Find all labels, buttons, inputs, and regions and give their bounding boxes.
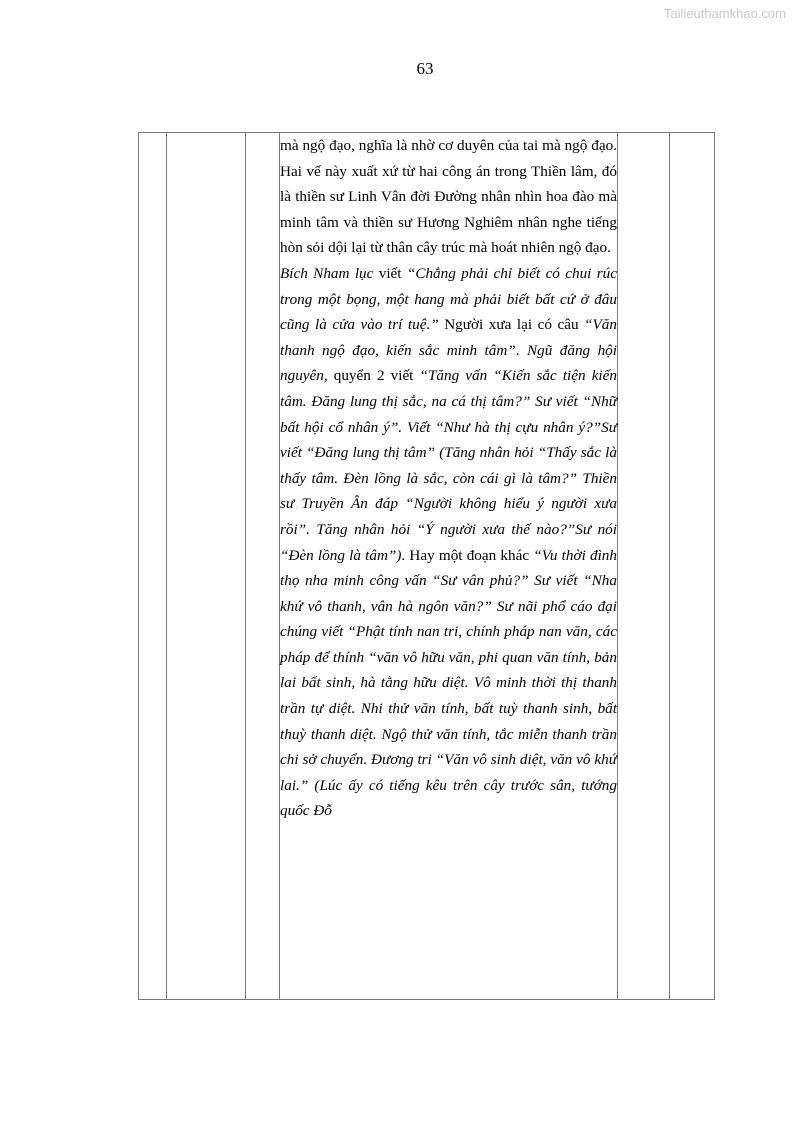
empty-cell-5 [618, 133, 670, 1000]
text-run: quyển 2 viết [327, 367, 420, 385]
text-run: . Hay một đoạn khác [401, 546, 534, 564]
content-table [138, 132, 715, 1000]
watermark: Tailieuthamkhao.com [663, 6, 786, 21]
italic-text-run: “Văn thanh ngộ đạo, kiến sắc minh tâm” [280, 316, 617, 359]
cell-text [280, 133, 617, 824]
page-number: 63 [416, 59, 434, 78]
paragraph [280, 261, 617, 824]
italic-text-run: “Tăng vấn “Kiến sắc tiện kiến tâm. Đăng lung thị sắc, na cá thị tâm?” Sư viết “Nhữ bất hội cổ nhân ý”. Viết “Như hà thị cựu nhân ý?”Sư viết “Đăng lung thị tâm” (Tăng nhân hỏi “Thấy sắc là thấy tâm. Đèn lồng là sắc, còn cái gì là tâm?” Thiền sư Truyền Ân đáp “Người không hiểu ý người xưa rồi”. Tăng nhân hỏi “Ý người xưa thế nào?”Sư nói “Đèn lồng là tâm”) [280, 367, 617, 564]
table-row [139, 133, 715, 1000]
empty-cell-3 [246, 133, 280, 1000]
paragraph [280, 133, 617, 261]
text-run: Người xưa lại có câu [438, 316, 585, 334]
italic-text-run: Bích Nham lục [280, 264, 374, 282]
italic-text-run: “Vu thời đình thọ nha minh công vấn “Sư vân phủ?” Sư viết “Nha khứ vô thanh, vân hà ngôn văn?” Sư nãi phổ cáo đại chúng viết “Phật tính nan tri, chính pháp nan văn, các pháp để thính “văn vô hữu văn, phi quan văn tính, bản lai bất sinh, hà tằng hữu diệt. Vô minh thời thị thanh trần tự diệt. Nhi thử văn tính, bất tuỳ thanh sinh, bất thuỳ thanh diệt. Ngộ thử văn tính, tắc miễn thanh trần chi sở chuyển. Đương tri “Văn vô sinh diệt, văn vô khứ lai.” (Lúc ấy có tiếng kêu trên cây trước sân, tướng quốc Đỗ [280, 546, 617, 820]
empty-cell-2 [167, 133, 246, 1000]
empty-cell-6 [670, 133, 715, 1000]
text-cell [280, 133, 618, 1000]
italic-text-run: Ngũ đăng hội nguyên, [280, 341, 618, 385]
italic-text-run: “Chẳng phải chỉ biết có chui rúc trong một bọng, một hang mà phải biết bất cứ ở đâu cũng là cửa vào trí tuệ.” [280, 264, 618, 334]
text-run: . [515, 341, 528, 359]
text-run: viết [373, 264, 407, 282]
text-run: mà ngộ đạo, nghĩa là nhờ cơ duyên của tai mà ngộ đạo. Hai vế này xuất xứ từ hai công án trong Thiền lâm, đó là thiền sư Linh Vân đời Đường nhân nhìn hoa đào mà minh tâm và thiền sư Hương Nghiêm nhân nghe tiếng hòn sỏi dội lại từ thân cây trúc mà hoát nhiên ngộ đạo. [280, 137, 617, 257]
empty-cell-1 [139, 133, 167, 1000]
